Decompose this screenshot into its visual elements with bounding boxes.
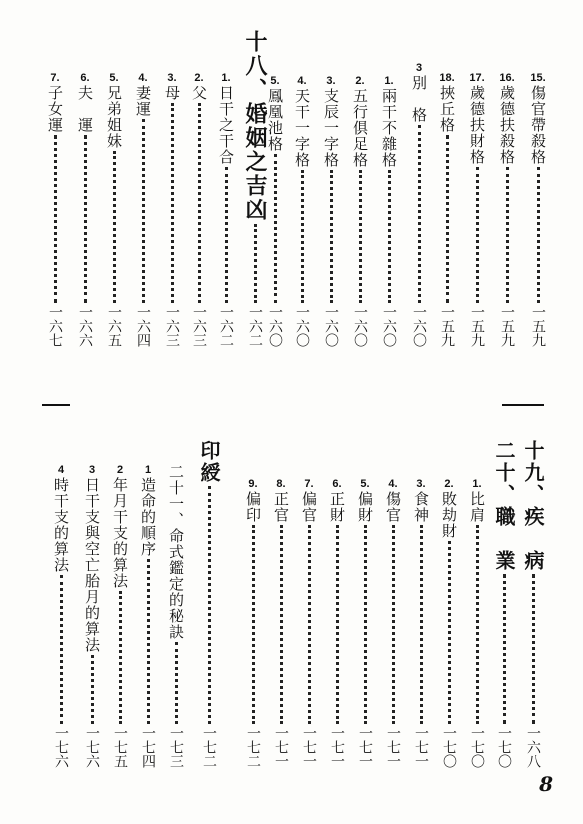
toc-entry (101, 72, 127, 347)
entry-page: 一七〇 (469, 726, 485, 768)
entry-number: 4. (388, 478, 398, 490)
toc-entry (408, 478, 434, 768)
entry-title: 歲德扶殺格 (498, 85, 516, 165)
entry-title: 夫 運 (76, 85, 94, 133)
entry-title: 天干一字格 (293, 88, 311, 168)
entry-number: 1 (144, 464, 152, 476)
leader-dots (532, 574, 535, 724)
entry-title: 正官 (272, 491, 290, 523)
entry-page: 一六〇 (323, 305, 339, 347)
entry-title: 比肩 (468, 491, 486, 523)
entry-number: 9. (248, 478, 258, 490)
leader-dots (54, 135, 57, 303)
entry-number: 7. (304, 478, 314, 490)
section-title: 十八、婚姻之吉凶 (242, 30, 268, 222)
entry-page: 一七二 (201, 726, 217, 768)
entry-title: 母 (163, 85, 181, 101)
entry-page: 一六七 (47, 305, 63, 347)
entry-page: 一七一 (385, 726, 401, 768)
entry-number: 5. (360, 478, 370, 490)
leader-dots (91, 655, 94, 724)
page-number: 8 (539, 772, 553, 796)
entry-number: 1. (384, 75, 394, 87)
toc-entry (464, 72, 490, 347)
leader-dots (420, 525, 423, 724)
entry-page: 一七五 (112, 726, 128, 768)
entry-number: 18. (439, 72, 455, 84)
entry-title: 日干支與空亡胎月的算法 (83, 477, 101, 653)
entry-page: 一六二 (218, 305, 234, 347)
toc-entry (42, 72, 68, 347)
entry-number: 3 (415, 62, 423, 74)
section-heading (489, 440, 519, 768)
toc-entry (352, 478, 378, 768)
toc-entry (289, 75, 315, 347)
entry-number: 5. (109, 72, 119, 84)
entry-title: 妻運 (134, 85, 152, 117)
leader-dots (252, 525, 255, 724)
toc-entry (525, 72, 551, 347)
toc-entry (130, 72, 156, 347)
toc-entry (268, 478, 294, 768)
entry-number: 8. (276, 478, 286, 490)
section-title: 印綬 (197, 440, 221, 484)
leader-dots (147, 559, 150, 724)
entry-title: 造命的順序 (139, 477, 157, 557)
entry-page: 一六四 (135, 305, 151, 347)
entry-page: 一七四 (140, 726, 156, 768)
leader-dots (198, 103, 201, 303)
leader-dots (280, 525, 283, 724)
leader-dots (476, 167, 479, 303)
entry-number: 7. (50, 72, 60, 84)
entry-title: 日干之干合 (217, 85, 235, 165)
entry-title: 兩干不雜格 (380, 88, 398, 168)
entry-number: 16. (499, 72, 515, 84)
leader-dots (175, 642, 178, 724)
entry-number: 15. (530, 72, 546, 84)
toc-entry (107, 464, 133, 768)
entry-page: 一六三 (191, 305, 207, 347)
entry-page: 一六五 (106, 305, 122, 347)
entry-number: 5. (270, 75, 280, 87)
entry-title: 子女運 (46, 85, 64, 133)
entry-title: 食神 (412, 491, 430, 523)
entry-title: 偏印 (244, 491, 262, 523)
toc-entry (72, 72, 98, 347)
toc-entry (296, 478, 322, 768)
entry-page: 一七〇 (441, 726, 457, 768)
toc-entry (135, 464, 161, 768)
entry-page: 一六〇 (381, 305, 397, 347)
section-title: 十九、疾 病 (521, 440, 545, 572)
entry-page: 一五九 (469, 305, 485, 347)
entry-title: 支辰一字格 (322, 88, 340, 168)
leader-dots (60, 575, 63, 724)
leader-dots (113, 151, 116, 303)
entry-page: 一七一 (301, 726, 317, 768)
leader-dots (364, 525, 367, 724)
entry-title: 挾丘格 (438, 85, 456, 133)
entry-number: 17. (469, 72, 485, 84)
toc-entry (494, 72, 520, 347)
leader-dots (171, 103, 174, 303)
leader-dots (476, 525, 479, 724)
leader-dots (537, 167, 540, 303)
entry-number: 3. (416, 478, 426, 490)
entry-number: 3 (88, 464, 96, 476)
entry-title: 鳳凰池格 (266, 88, 284, 152)
entry-number: 3. (326, 75, 336, 87)
divider-left (42, 404, 70, 406)
toc-entry (380, 478, 406, 768)
entry-page: 一六〇 (267, 305, 283, 347)
section-heading (194, 440, 224, 768)
toc-entry (48, 464, 74, 768)
leader-dots (448, 541, 451, 724)
entry-title: 二十一、命式鑑定的秘訣 (167, 464, 185, 640)
toc-entry (434, 72, 460, 347)
entry-number: 4. (297, 75, 307, 87)
entry-page: 一七一 (273, 726, 289, 768)
entry-number: 4. (138, 72, 148, 84)
toc-entry (186, 72, 212, 347)
entry-title: 年月干支的算法 (111, 477, 129, 589)
leader-dots (254, 224, 257, 303)
toc-entry (240, 478, 266, 768)
entry-number: 6. (80, 72, 90, 84)
entry-title: 正財 (328, 491, 346, 523)
leader-dots (84, 135, 87, 303)
leader-dots (392, 525, 395, 724)
entry-page: 一七六 (84, 726, 100, 768)
entry-page: 一七三 (168, 726, 184, 768)
entry-page: 一七一 (329, 726, 345, 768)
entry-page: 一六二 (247, 305, 263, 347)
entry-title: 敗劫財 (440, 491, 458, 539)
entry-title: 傷官 (384, 491, 402, 523)
leader-dots (446, 135, 449, 303)
entry-page: 一七二 (245, 726, 261, 768)
entry-title: 時干支的算法 (52, 477, 70, 573)
entry-number: 3. (167, 72, 177, 84)
divider-right (502, 404, 544, 406)
entry-number: 2. (194, 72, 204, 84)
toc-entry (376, 75, 402, 347)
toc-entry (464, 478, 490, 768)
leader-dots (119, 591, 122, 724)
entry-number: 1. (221, 72, 231, 84)
entry-page: 一六八 (525, 726, 541, 768)
entry-title: 父 (190, 85, 208, 101)
toc-entry (406, 62, 432, 347)
leader-dots (274, 154, 277, 303)
entry-page: 一六〇 (352, 305, 368, 347)
entry-title: 傷官帶殺格 (529, 85, 547, 165)
toc-entry (436, 478, 462, 768)
leader-dots (330, 170, 333, 303)
entry-page: 一六三 (164, 305, 180, 347)
entry-page: 一六〇 (294, 305, 310, 347)
toc-entry (347, 75, 373, 347)
section-title: 二十、職 業 (492, 440, 516, 572)
section-heading (240, 30, 270, 347)
entry-page: 一七〇 (496, 726, 512, 768)
leader-dots (308, 525, 311, 724)
entry-page: 一五九 (499, 305, 515, 347)
entry-number: 1. (472, 478, 482, 490)
entry-title: 五行俱足格 (351, 88, 369, 168)
section-heading (518, 440, 548, 768)
toc-entry (159, 72, 185, 347)
entry-title: 歲德扶財格 (468, 85, 486, 165)
entry-page: 一五九 (439, 305, 455, 347)
toc-entry (79, 464, 105, 768)
toc-entry (318, 75, 344, 347)
entry-page: 一六六 (77, 305, 93, 347)
leader-dots (503, 574, 506, 724)
entry-title: 兄弟姐妹 (105, 85, 123, 149)
leader-dots (359, 170, 362, 303)
entry-number: 2. (444, 478, 454, 490)
entry-title: 偏財 (356, 491, 374, 523)
leader-dots (506, 167, 509, 303)
entry-page: 一六〇 (411, 305, 427, 347)
entry-number: 6. (332, 478, 342, 490)
entry-page: 一七六 (53, 726, 69, 768)
toc-entry (163, 464, 189, 768)
entry-title: 偏官 (300, 491, 318, 523)
leader-dots (388, 170, 391, 303)
leader-dots (225, 167, 228, 303)
entry-page: 一七一 (413, 726, 429, 768)
leader-dots (418, 125, 421, 303)
entry-number: 2 (116, 464, 124, 476)
leader-dots (336, 525, 339, 724)
entry-number: 2. (355, 75, 365, 87)
leader-dots (208, 486, 211, 724)
leader-dots (142, 119, 145, 303)
entry-page: 一五九 (530, 305, 546, 347)
entry-title: 別 格 (410, 75, 428, 123)
leader-dots (301, 170, 304, 303)
toc-entry (324, 478, 350, 768)
entry-page: 一七一 (357, 726, 373, 768)
entry-number: 4 (57, 464, 65, 476)
toc-entry (213, 72, 239, 347)
